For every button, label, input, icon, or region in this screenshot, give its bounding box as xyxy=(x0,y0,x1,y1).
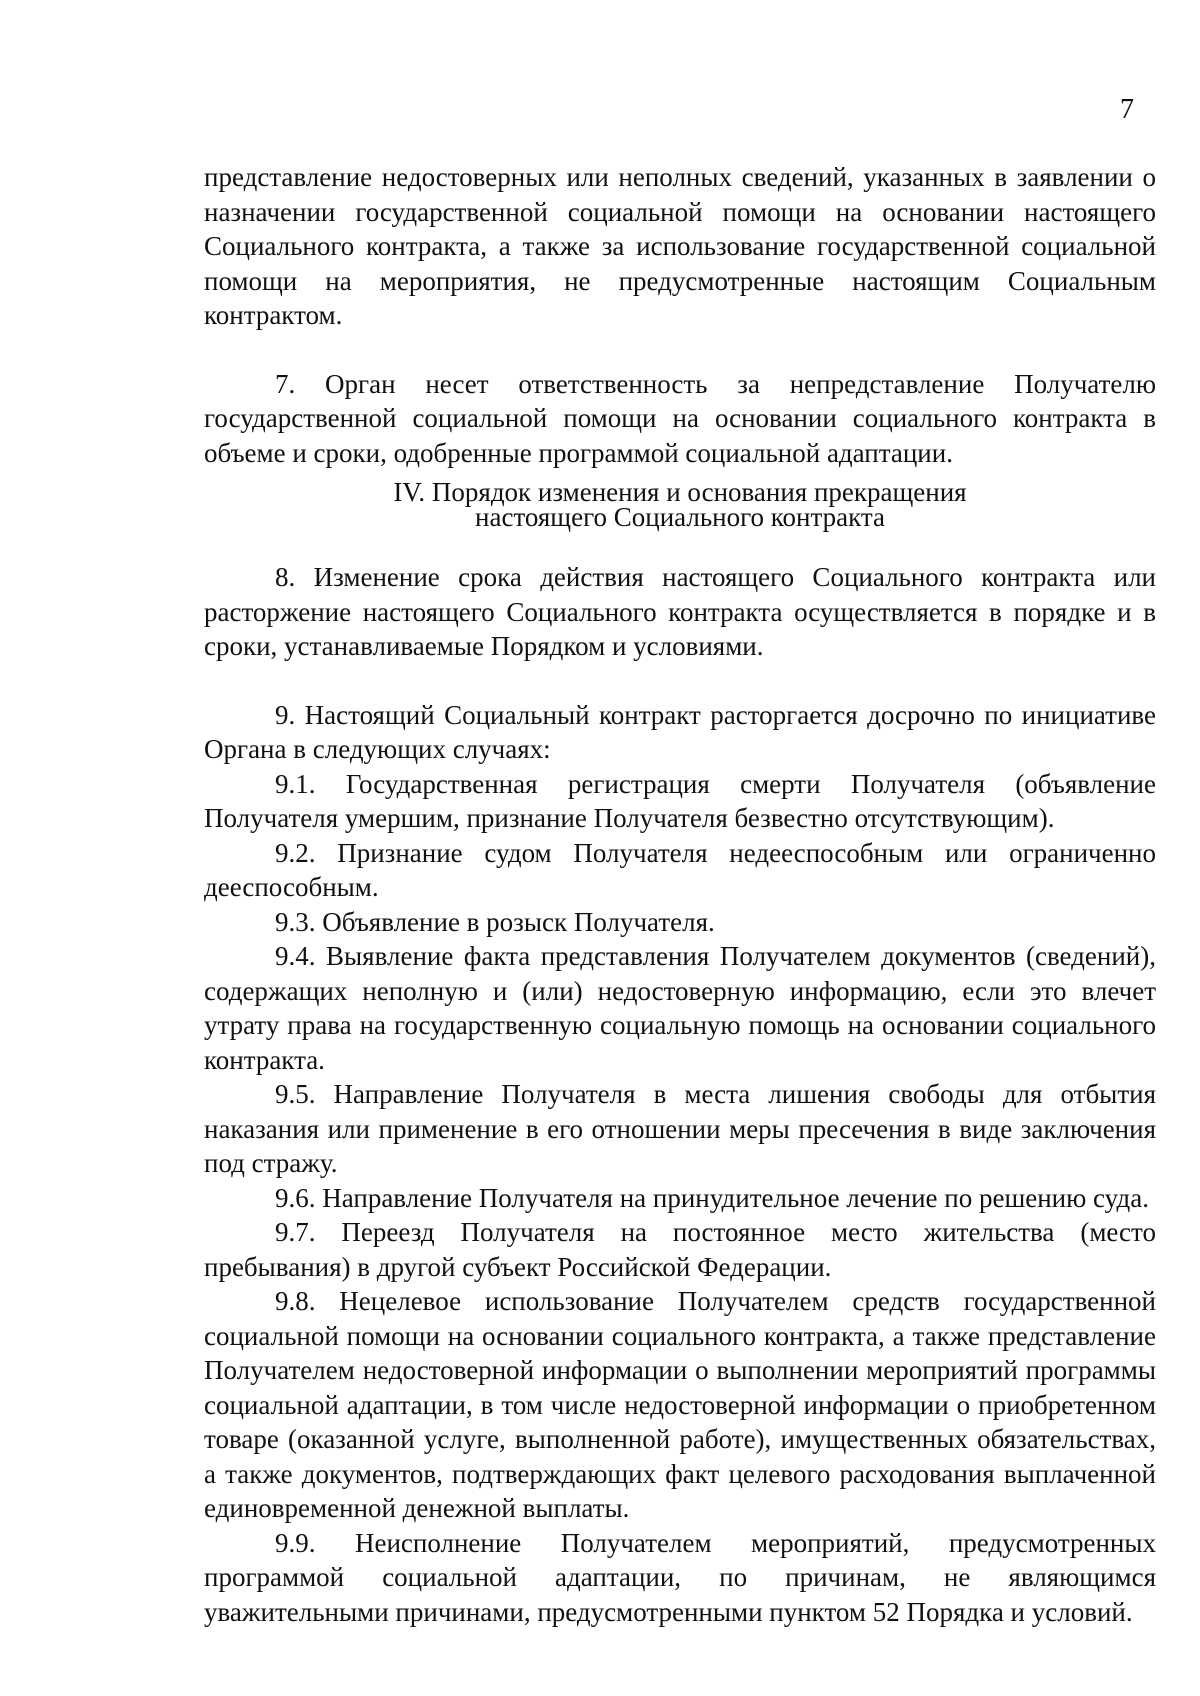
paragraph-intro: представление недостоверных или неполных сведений, указанных в заявлении о назначении государственной социальной помощи на основании настоящего Социального контракта, а также за использование государственной социальной помощи на мероприятия, не предусмотренные настоящим Социальным контрактом. xyxy=(204,162,1156,330)
paragraph-9-9: 9.9. Неисполнение Получателем мероприятий, предусмотренных программой социальной адаптации, по причинам, не являющимся уважительными причинами, предусмотренными пунктом 52 Порядка и условий. xyxy=(204,1527,1156,1627)
paragraph-9: 9. Настоящий Социальный контракт расторгается досрочно по инициативе Органа в следующих случаях: xyxy=(204,699,1156,764)
paragraph-9-1: 9.1. Государственная регистрация смерти Получателя (объявление Получателя умершим, признание Получателя безвестно отсутствующим). xyxy=(204,768,1156,833)
paragraph-9-7: 9.7. Переезд Получателя на постоянное место жительства (место пребывания) в другой субъект Российской Федерации. xyxy=(204,1217,1156,1282)
paragraph-9-2: 9.2. Признание судом Получателя недееспособным или ограниченно дееспособным. xyxy=(204,837,1156,902)
page-number: 7 xyxy=(1120,94,1134,125)
paragraph-8: 8. Изменение срока действия настоящего Социального контракта или расторжение настоящего Социального контракта осуществляется в порядке и в сроки, устанавливаемые Порядком и условиями. xyxy=(204,562,1156,661)
paragraph-9-6: 9.6. Направление Получателя на принудительное лечение по решению суда. xyxy=(275,1182,1149,1213)
paragraph-9-8: 9.8. Нецелевое использование Получателем средств государственной социальной помощи на основании социального контракта, а также представление Получателем недостоверной информации о выполнении мероприятий программы социальной адаптации, в том числе недостоверной информации о приобретенном товаре (оказанной услуге, выполненной работе), имущественных обязательствах, а также документов, подтверждающих факт целевого расходования выплаченной единовременной денежной выплаты. xyxy=(204,1286,1156,1523)
paragraph-7: 7. Орган несет ответственность за непредставление Получателю государственной социальной помощи на основании социального контракта в объеме и сроки, одобренные программой социальной адаптации. xyxy=(204,368,1156,468)
section-heading-line-2: настоящего Социального контракта xyxy=(475,502,885,532)
paragraph-9-4: 9.4. Выявление факта представления Получателем документов (сведений), содержащих неполную и (или) недостоверную информацию, если это влечет утрату права на государственную социальную помощь на основании социального контракта. xyxy=(204,941,1156,1075)
paragraph-9-3: 9.3. Объявление в розыск Получателя. xyxy=(275,906,715,937)
section-heading xyxy=(204,477,1156,532)
paragraph-9-5: 9.5. Направление Получателя в места лишения свободы для отбытия наказания или применение в его отношении меры пресечения в виде заключения под стражу. xyxy=(204,1079,1156,1178)
document-body xyxy=(204,160,1156,1629)
section-heading-line-1: IV. Порядок изменения и основания прекращения xyxy=(393,477,967,507)
